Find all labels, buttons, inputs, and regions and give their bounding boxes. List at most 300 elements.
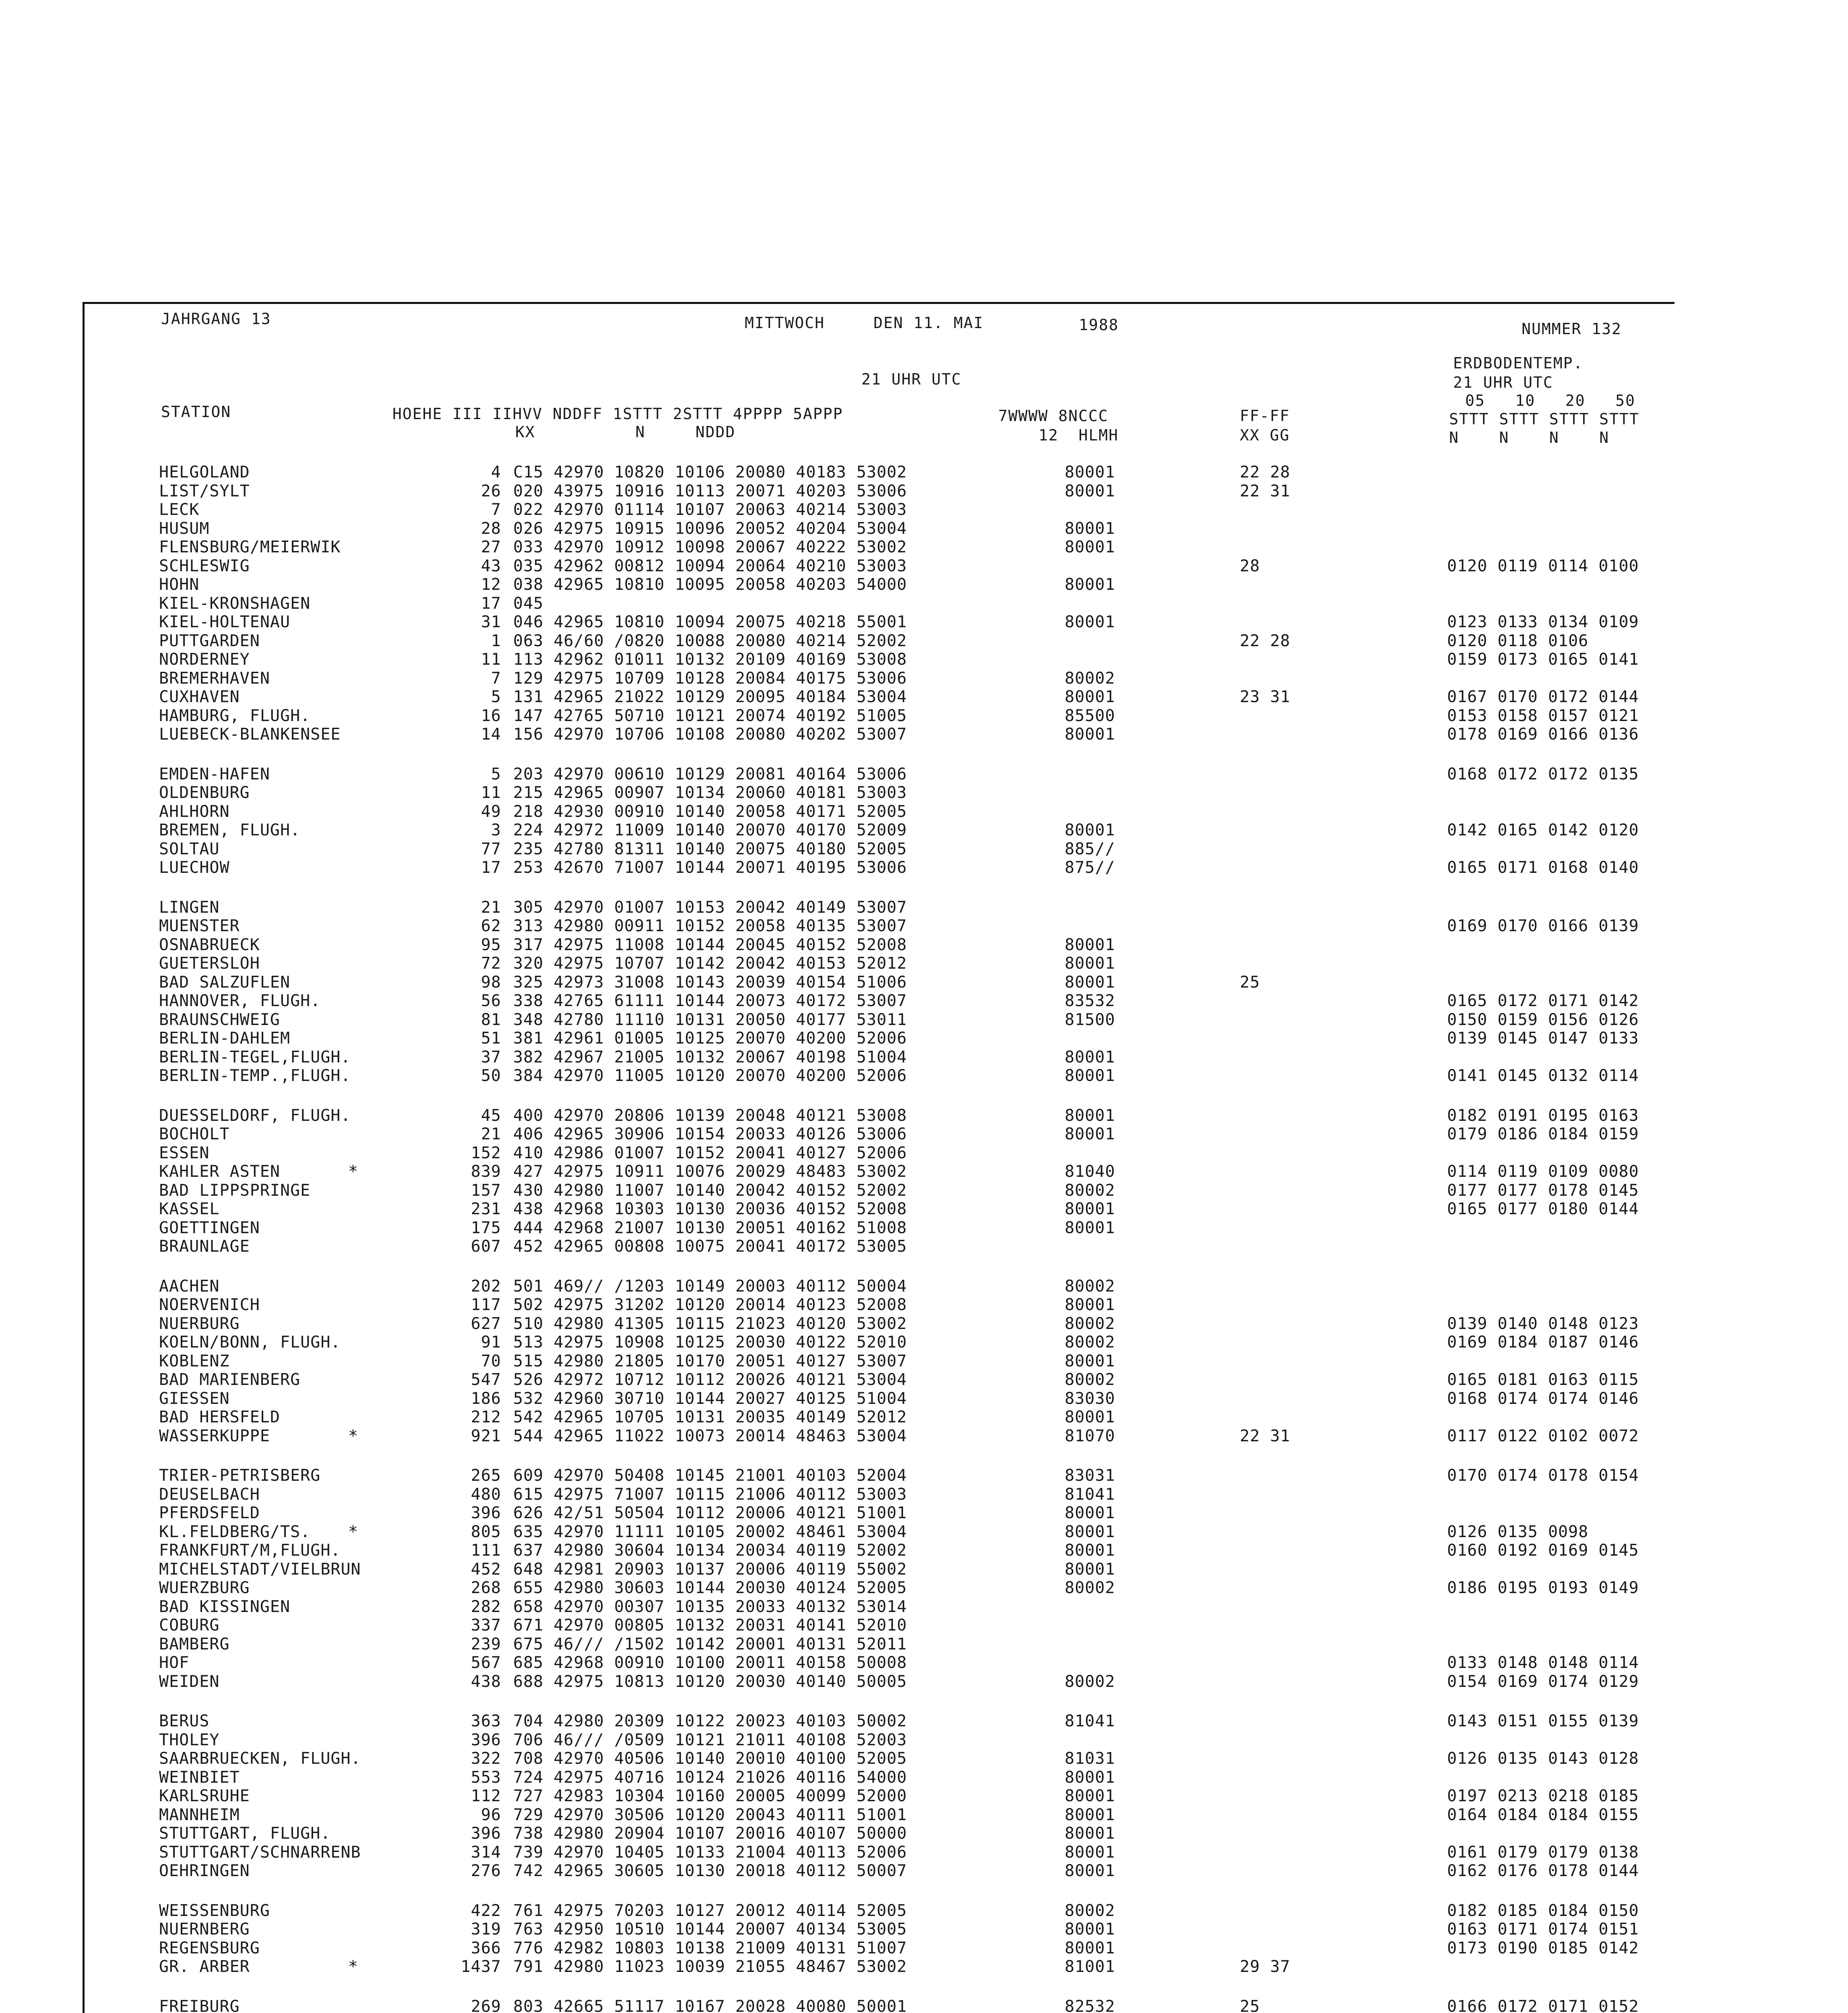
synop-groups: 635 42970 11111 10105 20002 48461 53004 xyxy=(513,1522,907,1541)
table-row xyxy=(159,1560,1689,1579)
soil-temps: 0179 0186 0184 0159 xyxy=(1447,1125,1639,1143)
synop-groups: 502 42975 31202 10120 20014 40123 52008 xyxy=(513,1296,907,1314)
synop-groups: 438 42968 10303 10130 20036 40152 52008 xyxy=(513,1200,907,1218)
synop-groups: 626 42/51 50504 10112 20006 40121 51001 xyxy=(513,1504,907,1522)
station-name: OSNABRUECK xyxy=(159,935,260,954)
station-height: 1437 xyxy=(460,1957,501,1976)
station-height: 11 xyxy=(481,783,501,802)
synop-groups: 452 42965 00808 10075 20041 40172 53005 xyxy=(513,1237,907,1256)
station-height: 337 xyxy=(471,1616,501,1635)
station-name: BAMBERG xyxy=(159,1635,230,1653)
synop-groups: 129 42975 10709 10128 20084 40175 53006 xyxy=(513,669,907,688)
table-row xyxy=(159,1712,1689,1731)
table-row xyxy=(159,1427,1689,1446)
station-height: 95 xyxy=(481,935,501,954)
soil-temp-time: 21 UHR UTC xyxy=(1453,374,1553,391)
synop-groups: 235 42780 81311 10140 20075 40180 52005 xyxy=(513,839,907,858)
station-group xyxy=(159,898,1689,1085)
gust-group: 22 28 xyxy=(1240,631,1291,650)
station-height: 28 xyxy=(481,519,501,538)
synop-groups: 544 42965 11022 10073 20014 48463 53004 xyxy=(513,1426,907,1445)
table-row xyxy=(159,1939,1689,1958)
station-name: HUSUM xyxy=(159,519,210,538)
synop-groups: 348 42780 11110 10131 20050 40177 53011 xyxy=(513,1010,907,1029)
cloud-group: 80001 xyxy=(1065,1218,1115,1237)
table-row xyxy=(159,1731,1689,1750)
table-row xyxy=(159,1162,1689,1181)
table-row xyxy=(159,1237,1689,1256)
station-name: GIESSEN xyxy=(159,1389,230,1408)
station-height: 452 xyxy=(471,1560,501,1579)
station-name: ESSEN xyxy=(159,1143,210,1162)
soil-temps: 0162 0176 0178 0144 xyxy=(1447,1862,1639,1880)
table-row xyxy=(159,1181,1689,1200)
soil-temps: 0165 0172 0171 0142 xyxy=(1447,992,1639,1010)
station-height: 12 xyxy=(481,575,501,594)
station-height: 31 xyxy=(481,613,501,631)
station-height: 26 xyxy=(481,482,501,500)
synop-groups: 655 42980 30603 10144 20030 40124 52005 xyxy=(513,1579,907,1597)
table-row xyxy=(159,500,1689,519)
table-row xyxy=(159,858,1689,877)
station-height: 49 xyxy=(481,802,501,821)
soil-temps: 0141 0145 0132 0114 xyxy=(1447,1066,1639,1085)
soil-temps: 0139 0140 0148 0123 xyxy=(1447,1314,1639,1333)
synop-groups: 038 42965 10810 10095 20058 40203 54000 xyxy=(513,575,907,594)
gust-group: 25 xyxy=(1240,1997,1260,2013)
station-group xyxy=(159,765,1689,877)
synop-groups: 224 42972 11009 10140 20070 40170 52009 xyxy=(513,821,907,839)
table-row xyxy=(159,707,1689,725)
station-name: BRAUNLAGE xyxy=(159,1237,250,1256)
station-name: KASSEL xyxy=(159,1200,220,1218)
synop-groups: 724 42975 40716 10124 21026 40116 54000 xyxy=(513,1768,907,1787)
station-name: COBURG xyxy=(159,1616,220,1635)
station-height: 921 xyxy=(471,1426,501,1445)
station-height: 363 xyxy=(471,1712,501,1730)
cloud-group: 80001 xyxy=(1065,482,1115,500)
synop-groups: 063 46/60 /0820 10088 20080 40214 52002 xyxy=(513,631,907,650)
soil-temps: 0114 0119 0109 0080 xyxy=(1447,1162,1639,1181)
station-name: WUERZBURG xyxy=(159,1579,250,1597)
station-height: 276 xyxy=(471,1862,501,1880)
synop-groups: 430 42980 11007 10140 20042 40152 52002 xyxy=(513,1181,907,1200)
cloud-group: 83532 xyxy=(1065,992,1115,1010)
table-row xyxy=(159,688,1689,707)
table-row xyxy=(159,1768,1689,1787)
table-row xyxy=(159,538,1689,557)
col-gust-bottom: XX GG xyxy=(1240,426,1290,444)
table-row xyxy=(159,1200,1689,1219)
table-row xyxy=(159,1806,1689,1825)
cloud-group: 80001 xyxy=(1065,1824,1115,1843)
table-row xyxy=(159,575,1689,594)
station-height: 547 xyxy=(471,1370,501,1389)
station-name: THOLEY xyxy=(159,1730,220,1749)
table-row xyxy=(159,482,1689,501)
cloud-group: 82532 xyxy=(1065,1997,1115,2013)
station-name: SCHLESWIG xyxy=(159,556,250,575)
station-name: PFERDSFELD xyxy=(159,1504,260,1522)
cloud-group: 80001 xyxy=(1065,575,1115,594)
station-name: NORDERNEY xyxy=(159,650,250,669)
table-row xyxy=(159,840,1689,859)
station-name: HAMBURG, FLUGH. xyxy=(159,706,311,725)
synop-groups: 742 42965 30605 10130 20018 40112 50007 xyxy=(513,1862,907,1880)
station-height: 37 xyxy=(481,1048,501,1066)
synop-groups: 648 42981 20903 10137 20006 40119 55002 xyxy=(513,1560,907,1579)
col-main-bottom: KX N NDDD xyxy=(515,423,736,441)
soil-temps: 0173 0190 0185 0142 xyxy=(1447,1939,1639,1957)
soil-temps: 0186 0195 0193 0149 xyxy=(1447,1579,1639,1597)
station-name: WEISSENBURG xyxy=(159,1901,270,1920)
synop-groups: 045 xyxy=(513,594,544,613)
soil-temps: 0117 0122 0102 0072 xyxy=(1447,1426,1639,1445)
station-height: 239 xyxy=(471,1635,501,1653)
table-row xyxy=(159,1485,1689,1504)
synop-groups: 658 42970 00307 10135 20033 40132 53014 xyxy=(513,1597,907,1616)
station-name: GOETTINGEN xyxy=(159,1218,260,1237)
table-row xyxy=(159,1541,1689,1560)
table-row xyxy=(159,1011,1689,1029)
synop-groups: 320 42975 10707 10142 20042 40153 52012 xyxy=(513,954,907,973)
station-height: 98 xyxy=(481,973,501,992)
cloud-group: 80001 xyxy=(1065,1862,1115,1880)
cloud-group: 80002 xyxy=(1065,1579,1115,1597)
cloud-group: 81500 xyxy=(1065,1010,1115,1029)
cloud-group: 80002 xyxy=(1065,1901,1115,1920)
station-group xyxy=(159,1997,1689,2013)
station-height: 5 xyxy=(491,688,501,706)
synop-groups: 615 42975 71007 10115 21006 40112 53003 xyxy=(513,1485,907,1504)
synop-groups: 253 42670 71007 10144 20071 40195 53006 xyxy=(513,858,907,877)
table-row xyxy=(159,1144,1689,1163)
station-group xyxy=(159,463,1689,744)
synop-groups: 526 42972 10712 10112 20026 40121 53004 xyxy=(513,1370,907,1389)
cloud-group: 83030 xyxy=(1065,1389,1115,1408)
synop-groups: 776 42982 10803 10138 21009 40131 51007 xyxy=(513,1939,907,1957)
synop-groups: 046 42965 10810 10094 20075 40218 55001 xyxy=(513,613,907,631)
station-height: 112 xyxy=(471,1787,501,1805)
station-height: 70 xyxy=(481,1352,501,1370)
station-name: HANNOVER, FLUGH. xyxy=(159,992,321,1010)
synop-groups: 113 42962 01011 10132 20109 40169 53008 xyxy=(513,650,907,669)
gust-group: 25 xyxy=(1240,973,1260,992)
table-row xyxy=(159,1389,1689,1408)
table-row xyxy=(159,1653,1689,1672)
table-row xyxy=(159,1029,1689,1048)
cloud-group: 80001 xyxy=(1065,1843,1115,1862)
station-height: 152 xyxy=(471,1143,501,1162)
table-row xyxy=(159,1370,1689,1389)
station-group xyxy=(159,1712,1689,1881)
soil-temps: 0197 0213 0218 0185 xyxy=(1447,1787,1639,1805)
station-name: LINGEN xyxy=(159,898,220,917)
station-name: KIEL-HOLTENAU xyxy=(159,613,291,631)
cloud-group: 80001 xyxy=(1065,1504,1115,1522)
cloud-group: 80001 xyxy=(1065,538,1115,556)
col-station: STATION xyxy=(161,403,231,421)
mountain-station-marker: * xyxy=(348,1957,359,1976)
cloud-group: 80001 xyxy=(1065,1048,1115,1066)
station-height: 21 xyxy=(481,898,501,917)
table-row xyxy=(159,954,1689,973)
station-height: 7 xyxy=(491,500,501,519)
station-height: 268 xyxy=(471,1579,501,1597)
table-row xyxy=(159,1314,1689,1333)
station-name: FRANKFURT/M,FLUGH. xyxy=(159,1541,341,1560)
soil-temps: 0170 0174 0178 0154 xyxy=(1447,1466,1639,1485)
synop-groups: 542 42965 10705 10131 20035 40149 52012 xyxy=(513,1408,907,1426)
gust-group: 22 31 xyxy=(1240,1426,1291,1445)
soil-temps: 0126 0135 0143 0128 xyxy=(1447,1749,1639,1768)
synop-groups: 501 469// /1203 10149 20003 40112 50004 xyxy=(513,1277,907,1296)
station-name: NUERNBERG xyxy=(159,1920,250,1939)
station-height: 72 xyxy=(481,954,501,973)
synop-groups: 325 42973 31008 10143 20039 40154 51006 xyxy=(513,973,907,992)
synop-groups: 406 42965 30906 10154 20033 40126 53006 xyxy=(513,1125,907,1143)
table-row xyxy=(159,1408,1689,1427)
soil-temps: 0143 0151 0155 0139 xyxy=(1447,1712,1639,1730)
issue-number: NUMMER 132 xyxy=(1522,320,1622,338)
cloud-group: 80001 xyxy=(1065,613,1115,631)
station-name: STUTTGART, FLUGH. xyxy=(159,1824,331,1843)
soil-temps: 0133 0148 0148 0114 xyxy=(1447,1653,1639,1672)
soil-temps: 0182 0185 0184 0150 xyxy=(1447,1901,1639,1920)
synop-groups: 704 42980 20309 10122 20023 40103 50002 xyxy=(513,1712,907,1730)
cloud-group: 80001 xyxy=(1065,1805,1115,1824)
station-name: OLDENBURG xyxy=(159,783,250,802)
cloud-group: 80002 xyxy=(1065,1672,1115,1691)
soil-temps: 0182 0191 0195 0163 xyxy=(1447,1106,1639,1125)
col-main-top: HOEHE III IIHVV NDDFF 1STTT 2STTT 4PPPP 5APPP xyxy=(392,405,843,423)
synop-groups: C15 42970 10820 10106 20080 40183 53002 xyxy=(513,463,907,482)
synop-groups: 427 42975 10911 10076 20029 48483 53002 xyxy=(513,1162,907,1181)
table-row xyxy=(159,1277,1689,1296)
station-name: FLENSBURG/MEIERWIK xyxy=(159,538,341,556)
station-name: BREMERHAVEN xyxy=(159,669,270,688)
observation-time: 21 UHR UTC xyxy=(861,370,962,388)
cloud-group: 80002 xyxy=(1065,1314,1115,1333)
synop-groups: 147 42765 50710 10121 20074 40192 51005 xyxy=(513,706,907,725)
station-name: BAD SALZUFLEN xyxy=(159,973,291,992)
station-height: 43 xyxy=(481,556,501,575)
cloud-group: 80002 xyxy=(1065,1277,1115,1296)
cloud-group: 80001 xyxy=(1065,463,1115,482)
table-row xyxy=(159,1787,1689,1806)
station-name: LIST/SYLT xyxy=(159,482,250,500)
synop-groups: 685 42968 00910 10100 20011 40158 50008 xyxy=(513,1653,907,1672)
station-name: HOF xyxy=(159,1653,190,1672)
soil-temps: 0169 0184 0187 0146 xyxy=(1447,1333,1639,1352)
gust-group: 23 31 xyxy=(1240,688,1291,706)
synop-groups: 708 42970 40506 10140 20010 40100 52005 xyxy=(513,1749,907,1768)
soil-temps: 0168 0172 0172 0135 xyxy=(1447,765,1639,783)
synop-groups: 033 42970 10912 10098 20067 40222 53002 xyxy=(513,538,907,556)
station-name: BAD MARIENBERG xyxy=(159,1370,301,1389)
synop-groups: 637 42980 30604 10134 20034 40119 52002 xyxy=(513,1541,907,1560)
cloud-group: 80001 xyxy=(1065,519,1115,538)
synop-groups: 313 42980 00911 10152 20058 40135 53007 xyxy=(513,917,907,935)
synop-groups: 444 42968 21007 10130 20051 40162 51008 xyxy=(513,1218,907,1237)
soil-temps: 0177 0177 0178 0145 xyxy=(1447,1181,1639,1200)
synop-groups: 803 42665 51117 10167 20028 40080 50001 xyxy=(513,1997,907,2013)
table-row xyxy=(159,650,1689,669)
station-height: 17 xyxy=(481,594,501,613)
table-row xyxy=(159,1901,1689,1920)
station-name: BOCHOLT xyxy=(159,1125,230,1143)
cloud-group: 80001 xyxy=(1065,688,1115,706)
station-height: 7 xyxy=(491,669,501,688)
station-name: KL.FELDBERG/TS. xyxy=(159,1522,311,1541)
col-gust-top: FF-FF xyxy=(1240,407,1290,425)
table-row xyxy=(159,1333,1689,1352)
station-height: 202 xyxy=(471,1277,501,1296)
station-height: 627 xyxy=(471,1314,501,1333)
table-row xyxy=(159,1296,1689,1314)
station-name: OEHRINGEN xyxy=(159,1862,250,1880)
soil-temp-title: ERDBODENTEMP. xyxy=(1453,354,1584,372)
station-group xyxy=(159,1277,1689,1446)
soil-temps: 0165 0181 0163 0115 xyxy=(1447,1370,1639,1389)
cloud-group: 80001 xyxy=(1065,821,1115,839)
station-height: 319 xyxy=(471,1920,501,1939)
synop-groups: 727 42983 10304 10160 20005 40099 52000 xyxy=(513,1787,907,1805)
synop-groups: 026 42975 10915 10096 20052 40204 53004 xyxy=(513,519,907,538)
station-name: WASSERKUPPE xyxy=(159,1426,270,1445)
station-name: EMDEN-HAFEN xyxy=(159,765,270,783)
station-name: BAD KISSINGEN xyxy=(159,1597,291,1616)
station-name: CUXHAVEN xyxy=(159,688,240,706)
synop-groups: 729 42970 30506 10120 20043 40111 51001 xyxy=(513,1805,907,1824)
station-name: DEUSELBACH xyxy=(159,1485,260,1504)
synop-groups: 671 42970 00805 10132 20031 40141 52010 xyxy=(513,1616,907,1635)
station-name: NUERBURG xyxy=(159,1314,240,1333)
synop-groups: 203 42970 00610 10129 20081 40164 53006 xyxy=(513,765,907,783)
station-group xyxy=(159,1466,1689,1691)
station-name: MUENSTER xyxy=(159,917,240,935)
station-name: PUTTGARDEN xyxy=(159,631,260,650)
soil-temps: 0165 0177 0180 0144 xyxy=(1447,1200,1639,1218)
table-row xyxy=(159,519,1689,538)
table-row xyxy=(159,1862,1689,1881)
synop-groups: 675 46/// /1502 10142 20001 40131 52011 xyxy=(513,1635,907,1653)
station-height: 4 xyxy=(491,463,501,482)
table-row xyxy=(159,1843,1689,1862)
soil-temps: 0167 0170 0172 0144 xyxy=(1447,688,1639,706)
table-row xyxy=(159,1504,1689,1523)
table-row xyxy=(159,765,1689,784)
station-name: BERLIN-TEMP.,FLUGH. xyxy=(159,1066,351,1085)
cloud-group: 80001 xyxy=(1065,1560,1115,1579)
col-clouds-top: 7WWWW 8NCCC xyxy=(998,407,1109,425)
station-height: 157 xyxy=(471,1181,501,1200)
cloud-group: 80001 xyxy=(1065,1066,1115,1085)
station-height: 607 xyxy=(471,1237,501,1256)
station-height: 567 xyxy=(471,1653,501,1672)
station-name: NOERVENICH xyxy=(159,1296,260,1314)
cloud-group: 80001 xyxy=(1065,954,1115,973)
station-name: BREMEN, FLUGH. xyxy=(159,821,301,839)
station-height: 91 xyxy=(481,1333,501,1352)
station-height: 21 xyxy=(481,1125,501,1143)
soil-temps: 0123 0133 0134 0109 xyxy=(1447,613,1639,631)
soil-temps: 0164 0184 0184 0155 xyxy=(1447,1805,1639,1824)
station-name: KIEL-KRONSHAGEN xyxy=(159,594,311,613)
station-height: 45 xyxy=(481,1106,501,1125)
station-height: 265 xyxy=(471,1466,501,1485)
table-row xyxy=(159,1219,1689,1238)
cloud-group: 80001 xyxy=(1065,1541,1115,1560)
station-height: 269 xyxy=(471,1997,501,2013)
station-name: BRAUNSCHWEIG xyxy=(159,1010,280,1029)
cloud-group: 80002 xyxy=(1065,1181,1115,1200)
station-name: SOLTAU xyxy=(159,839,220,858)
gust-group: 22 28 xyxy=(1240,463,1291,482)
synop-groups: 382 42967 21005 10132 20067 40198 51004 xyxy=(513,1048,907,1066)
gust-group: 22 31 xyxy=(1240,482,1291,500)
station-name: SAARBRUECKEN, FLUGH. xyxy=(159,1749,361,1768)
soil-temps: 0120 0119 0114 0100 xyxy=(1447,556,1639,575)
synop-groups: 020 43975 10916 10113 20071 40203 53006 xyxy=(513,482,907,500)
soil-temps: 0159 0173 0165 0141 xyxy=(1447,650,1639,669)
cloud-group: 81040 xyxy=(1065,1162,1115,1181)
table-row xyxy=(159,1598,1689,1616)
table-row xyxy=(159,1125,1689,1144)
table-row xyxy=(159,1352,1689,1371)
date: DEN 11. MAI xyxy=(873,314,984,332)
jahrgang: JAHRGANG 13 xyxy=(161,310,271,328)
synop-groups: 305 42970 01007 10153 20042 40149 53007 xyxy=(513,898,907,917)
station-height: 805 xyxy=(471,1522,501,1541)
station-name: FREIBURG xyxy=(159,1997,240,2013)
soil-temps: 0126 0135 0098 xyxy=(1447,1522,1589,1541)
soil-temps: 0178 0169 0166 0136 xyxy=(1447,725,1639,744)
synop-groups: 338 42765 61111 10144 20073 40172 53007 xyxy=(513,992,907,1010)
table-row xyxy=(159,1048,1689,1067)
cloud-group: 80001 xyxy=(1065,1939,1115,1957)
station-height: 396 xyxy=(471,1730,501,1749)
synop-groups: 218 42930 00910 10140 20058 40171 52005 xyxy=(513,802,907,821)
soil-temps: 0142 0165 0142 0120 xyxy=(1447,821,1639,839)
cloud-group: 81031 xyxy=(1065,1749,1115,1768)
synop-groups: 035 42962 00812 10094 20064 40210 53003 xyxy=(513,556,907,575)
weekday: MITTWOCH xyxy=(745,314,825,332)
table-row xyxy=(159,613,1689,632)
synop-groups: 215 42965 00907 10134 20060 40181 53003 xyxy=(513,783,907,802)
cloud-group: 80001 xyxy=(1065,1296,1115,1314)
station-name: BERLIN-DAHLEM xyxy=(159,1029,291,1048)
station-height: 3 xyxy=(491,821,501,839)
table-row xyxy=(159,783,1689,802)
station-group xyxy=(159,1901,1689,1976)
station-height: 5 xyxy=(491,765,501,783)
station-height: 396 xyxy=(471,1504,501,1522)
station-height: 396 xyxy=(471,1824,501,1843)
station-name: TRIER-PETRISBERG xyxy=(159,1466,321,1485)
table-row xyxy=(159,1824,1689,1843)
station-height: 1 xyxy=(491,631,501,650)
cloud-group: 885// xyxy=(1065,839,1115,858)
station-name: KARLSRUHE xyxy=(159,1787,250,1805)
table-row xyxy=(159,594,1689,613)
table-row xyxy=(159,1635,1689,1654)
station-height: 231 xyxy=(471,1200,501,1218)
mountain-station-marker: * xyxy=(348,1426,359,1445)
cloud-group: 80001 xyxy=(1065,1768,1115,1787)
soil-temps: 0139 0145 0147 0133 xyxy=(1447,1029,1639,1048)
station-height: 27 xyxy=(481,538,501,556)
